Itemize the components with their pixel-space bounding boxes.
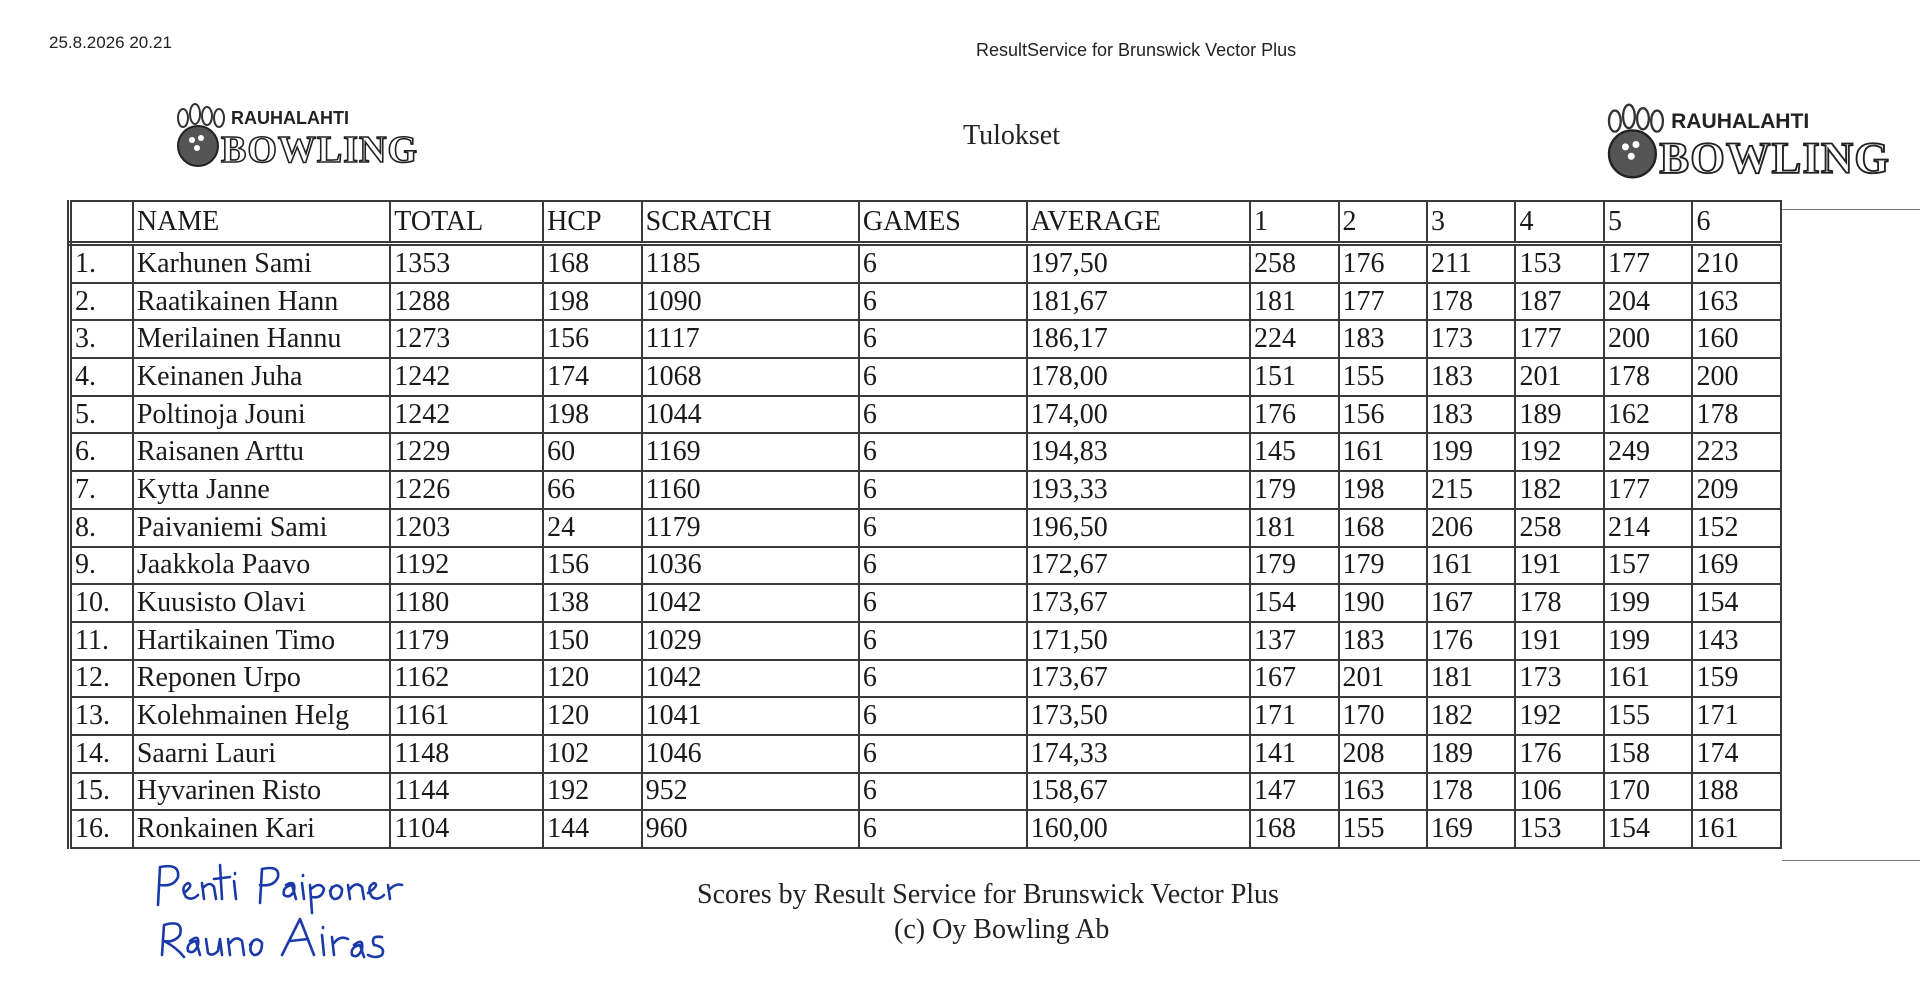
table-cell: 9.: [70, 547, 133, 585]
table-cell: 158: [1604, 735, 1692, 773]
table-cell: 1117: [642, 320, 859, 358]
table-cell: 181: [1250, 509, 1338, 547]
table-row: [70, 433, 1782, 471]
table-cell: 6: [859, 735, 1027, 773]
table-cell: 177: [1604, 244, 1692, 283]
bowling-pins-icon: [178, 104, 224, 127]
table-cell: 176: [1427, 622, 1515, 660]
table-row: [70, 810, 1782, 848]
table-cell: 169: [1692, 547, 1781, 585]
table-cell: 158,67: [1027, 773, 1250, 811]
table-cell: 1162: [390, 660, 543, 698]
table-cell: Ronkainen Kari: [133, 810, 390, 848]
table-cell: 176: [1250, 396, 1338, 434]
table-cell: 1044: [642, 396, 859, 434]
table-cell: 102: [543, 735, 642, 773]
rauhalahti-bowling-logo-left: [173, 100, 428, 170]
print-datetime: 25.8.2026 20.21: [49, 33, 172, 52]
table-row: [70, 773, 1782, 811]
table-cell: 189: [1515, 396, 1603, 434]
table-cell: 200: [1604, 320, 1692, 358]
table-cell: 7.: [70, 471, 133, 509]
table-cell: 151: [1250, 358, 1338, 396]
table-cell: Raisanen Arttu: [133, 433, 390, 471]
table-cell: 208: [1339, 735, 1427, 773]
table-cell: 16.: [70, 810, 133, 848]
table-cell: 154: [1250, 584, 1338, 622]
table-cell: 1161: [390, 697, 543, 735]
table-cell: 173: [1515, 660, 1603, 698]
table-cell: 137: [1250, 622, 1338, 660]
table-cell: 201: [1339, 660, 1427, 698]
table-cell: 183: [1427, 358, 1515, 396]
logo-line2: BOWLING: [221, 129, 419, 170]
table-cell: 177: [1604, 471, 1692, 509]
table-cell: 24: [543, 509, 642, 547]
table-cell: 194,83: [1027, 433, 1250, 471]
table-cell: 960: [642, 810, 859, 848]
column-header: AVERAGE: [1027, 201, 1250, 244]
table-cell: 141: [1250, 735, 1338, 773]
table-cell: 6: [859, 283, 1027, 321]
page-rule-bottom: [1782, 860, 1920, 861]
table-cell: 173,50: [1027, 697, 1250, 735]
footer-credit: Scores by Result Service for Brunswick Vector Plus: [697, 879, 1279, 910]
table-cell: Kolehmainen Helg: [133, 697, 390, 735]
table-cell: 171: [1692, 697, 1781, 735]
table-cell: 3.: [70, 320, 133, 358]
table-cell: 177: [1339, 283, 1427, 321]
table-row: [70, 509, 1782, 547]
table-cell: 6: [859, 244, 1027, 283]
table-cell: 210: [1692, 244, 1781, 283]
table-cell: 1226: [390, 471, 543, 509]
table-cell: Karhunen Sami: [133, 244, 390, 283]
table-cell: 11.: [70, 622, 133, 660]
table-cell: 12.: [70, 660, 133, 698]
table-row: [70, 283, 1782, 321]
table-cell: 181: [1250, 283, 1338, 321]
table-cell: 1192: [390, 547, 543, 585]
bowling-pins-icon: [1609, 105, 1663, 132]
table-cell: 183: [1339, 320, 1427, 358]
table-cell: 160,00: [1027, 810, 1250, 848]
page-rule-top: [1782, 209, 1920, 210]
column-header: 5: [1604, 201, 1692, 244]
column-header: 1: [1250, 201, 1338, 244]
table-cell: Reponen Urpo: [133, 660, 390, 698]
table-cell: 200: [1692, 358, 1781, 396]
table-cell: 1068: [642, 358, 859, 396]
table-cell: 156: [543, 547, 642, 585]
table-cell: 168: [543, 244, 642, 283]
table-cell: 4.: [70, 358, 133, 396]
table-cell: 145: [1250, 433, 1338, 471]
table-cell: 181,67: [1027, 283, 1250, 321]
table-cell: 156: [543, 320, 642, 358]
table-cell: 6.: [70, 433, 133, 471]
table-row: [70, 622, 1782, 660]
table-cell: 189: [1427, 735, 1515, 773]
table-cell: Kuusisto Olavi: [133, 584, 390, 622]
table-cell: 178: [1427, 773, 1515, 811]
table-cell: 1160: [642, 471, 859, 509]
table-cell: 1041: [642, 697, 859, 735]
table-cell: 156: [1339, 396, 1427, 434]
table-cell: 192: [1515, 697, 1603, 735]
table-cell: 13.: [70, 697, 133, 735]
rauhalahti-bowling-logo-right: [1595, 100, 1910, 182]
table-cell: 952: [642, 773, 859, 811]
table-cell: 174,00: [1027, 396, 1250, 434]
table-cell: 14.: [70, 735, 133, 773]
table-cell: 193,33: [1027, 471, 1250, 509]
table-cell: 177: [1515, 320, 1603, 358]
table-cell: 170: [1604, 773, 1692, 811]
table-row: [70, 396, 1782, 434]
table-cell: 1353: [390, 244, 543, 283]
table-cell: 6: [859, 584, 1027, 622]
table-cell: 224: [1250, 320, 1338, 358]
table-cell: 157: [1604, 547, 1692, 585]
table-cell: 6: [859, 622, 1027, 660]
table-row: [70, 358, 1782, 396]
table-cell: 161: [1339, 433, 1427, 471]
table-cell: 182: [1515, 471, 1603, 509]
table-cell: Jaakkola Paavo: [133, 547, 390, 585]
table-cell: 198: [543, 396, 642, 434]
table-cell: 6: [859, 396, 1027, 434]
table-cell: 198: [543, 283, 642, 321]
table-cell: 162: [1604, 396, 1692, 434]
table-cell: 178: [1515, 584, 1603, 622]
table-row: [70, 471, 1782, 509]
table-cell: 223: [1692, 433, 1781, 471]
table-row: [70, 244, 1782, 283]
column-header: 3: [1427, 201, 1515, 244]
table-cell: 186,17: [1027, 320, 1250, 358]
table-cell: 168: [1339, 509, 1427, 547]
table-cell: 10.: [70, 584, 133, 622]
table-cell: 199: [1604, 622, 1692, 660]
table-cell: 249: [1604, 433, 1692, 471]
column-header: SCRATCH: [642, 201, 859, 244]
table-cell: 1169: [642, 433, 859, 471]
table-cell: 2.: [70, 283, 133, 321]
column-header: 6: [1692, 201, 1781, 244]
table-cell: 198: [1339, 471, 1427, 509]
table-cell: Poltinoja Jouni: [133, 396, 390, 434]
table-cell: 183: [1339, 622, 1427, 660]
column-header: TOTAL: [390, 201, 543, 244]
table-row: [70, 320, 1782, 358]
table-cell: 169: [1427, 810, 1515, 848]
table-cell: Paivaniemi Sami: [133, 509, 390, 547]
column-header: HCP: [543, 201, 642, 244]
table-cell: 258: [1250, 244, 1338, 283]
logo-line1: RAUHALAHTI: [1671, 110, 1810, 134]
table-cell: 170: [1339, 697, 1427, 735]
table-cell: 173,67: [1027, 584, 1250, 622]
handwritten-signature: [150, 855, 430, 965]
table-cell: 199: [1427, 433, 1515, 471]
table-cell: 6: [859, 433, 1027, 471]
table-cell: 196,50: [1027, 509, 1250, 547]
column-header: NAME: [133, 201, 390, 244]
table-cell: 6: [859, 320, 1027, 358]
table-cell: 5.: [70, 396, 133, 434]
table-cell: 1179: [642, 509, 859, 547]
table-cell: Hyvarinen Risto: [133, 773, 390, 811]
table-cell: 1029: [642, 622, 859, 660]
table-cell: 1180: [390, 584, 543, 622]
table-cell: 161: [1427, 547, 1515, 585]
table-cell: 120: [543, 660, 642, 698]
table-cell: 161: [1604, 660, 1692, 698]
table-row: [70, 697, 1782, 735]
table-cell: 178: [1427, 283, 1515, 321]
table-cell: 1242: [390, 358, 543, 396]
table-cell: 106: [1515, 773, 1603, 811]
table-cell: 60: [543, 433, 642, 471]
results-table: [67, 200, 1782, 849]
table-cell: 181: [1427, 660, 1515, 698]
table-cell: 1148: [390, 735, 543, 773]
logo-line2: BOWLING: [1659, 132, 1891, 182]
table-cell: 159: [1692, 660, 1781, 698]
table-cell: 6: [859, 660, 1027, 698]
table-cell: 173,67: [1027, 660, 1250, 698]
table-cell: 143: [1692, 622, 1781, 660]
table-cell: 1144: [390, 773, 543, 811]
table-cell: 120: [543, 697, 642, 735]
table-cell: 153: [1515, 244, 1603, 283]
table-cell: 182: [1427, 697, 1515, 735]
table-cell: 204: [1604, 283, 1692, 321]
table-cell: 176: [1515, 735, 1603, 773]
table-cell: 168: [1250, 810, 1338, 848]
table-cell: 191: [1515, 622, 1603, 660]
report-header-title: ResultService for Brunswick Vector Plus: [976, 40, 1297, 60]
table-cell: 191: [1515, 547, 1603, 585]
column-header: 2: [1339, 201, 1427, 244]
table-row: [70, 735, 1782, 773]
table-cell: 1179: [390, 622, 543, 660]
table-cell: 190: [1339, 584, 1427, 622]
table-cell: 1229: [390, 433, 543, 471]
table-cell: 179: [1339, 547, 1427, 585]
table-cell: 1046: [642, 735, 859, 773]
table-cell: 211: [1427, 244, 1515, 283]
table-cell: 197,50: [1027, 244, 1250, 283]
table-cell: 154: [1604, 810, 1692, 848]
table-cell: 215: [1427, 471, 1515, 509]
table-cell: 1042: [642, 584, 859, 622]
table-cell: 6: [859, 773, 1027, 811]
table-cell: Kytta Janne: [133, 471, 390, 509]
table-cell: 206: [1427, 509, 1515, 547]
logo-line1: RAUHALAHTI: [231, 108, 349, 128]
table-cell: 1.: [70, 244, 133, 283]
table-cell: 1185: [642, 244, 859, 283]
page-heading: Tulokset: [963, 120, 1061, 151]
table-cell: 155: [1604, 697, 1692, 735]
table-cell: 163: [1692, 283, 1781, 321]
table-cell: Merilainen Hannu: [133, 320, 390, 358]
table-cell: 192: [543, 773, 642, 811]
table-cell: 155: [1339, 358, 1427, 396]
column-header: GAMES: [859, 201, 1027, 244]
table-cell: Saarni Lauri: [133, 735, 390, 773]
table-row: [70, 660, 1782, 698]
table-cell: 161: [1692, 810, 1781, 848]
table-cell: 188: [1692, 773, 1781, 811]
table-cell: 179: [1250, 471, 1338, 509]
table-cell: Keinanen Juha: [133, 358, 390, 396]
table-cell: 178: [1604, 358, 1692, 396]
table-cell: 174: [543, 358, 642, 396]
table-cell: 174,33: [1027, 735, 1250, 773]
table-cell: 150: [543, 622, 642, 660]
table-cell: 144: [543, 810, 642, 848]
table-cell: 138: [543, 584, 642, 622]
table-cell: 171,50: [1027, 622, 1250, 660]
table-cell: 1036: [642, 547, 859, 585]
table-cell: 147: [1250, 773, 1338, 811]
table-cell: 167: [1250, 660, 1338, 698]
table-cell: 6: [859, 471, 1027, 509]
table-cell: 6: [859, 810, 1027, 848]
table-cell: 187: [1515, 283, 1603, 321]
table-cell: 1203: [390, 509, 543, 547]
table-cell: 1104: [390, 810, 543, 848]
table-row: [70, 584, 1782, 622]
table-cell: 258: [1515, 509, 1603, 547]
table-cell: 1042: [642, 660, 859, 698]
table-header-row: [70, 201, 1782, 244]
table-cell: 152: [1692, 509, 1781, 547]
table-cell: 155: [1339, 810, 1427, 848]
table-cell: Hartikainen Timo: [133, 622, 390, 660]
table-cell: 66: [543, 471, 642, 509]
table-cell: 178,00: [1027, 358, 1250, 396]
table-cell: 174: [1692, 735, 1781, 773]
table-cell: 154: [1692, 584, 1781, 622]
table-cell: 1090: [642, 283, 859, 321]
table-cell: Raatikainen Hann: [133, 283, 390, 321]
table-cell: 163: [1339, 773, 1427, 811]
table-cell: 173: [1427, 320, 1515, 358]
table-cell: 6: [859, 358, 1027, 396]
table-cell: 171: [1250, 697, 1338, 735]
table-row: [70, 547, 1782, 585]
table-cell: 1273: [390, 320, 543, 358]
table-cell: 15.: [70, 773, 133, 811]
table-cell: 1288: [390, 283, 543, 321]
table-cell: 167: [1427, 584, 1515, 622]
table-cell: 209: [1692, 471, 1781, 509]
table-cell: 1242: [390, 396, 543, 434]
table-cell: 160: [1692, 320, 1781, 358]
table-cell: 6: [859, 697, 1027, 735]
footer-copyright: (c) Oy Bowling Ab: [894, 914, 1110, 945]
column-header: [70, 201, 133, 244]
table-cell: 8.: [70, 509, 133, 547]
table-cell: 201: [1515, 358, 1603, 396]
table-cell: 153: [1515, 810, 1603, 848]
table-cell: 179: [1250, 547, 1338, 585]
table-cell: 6: [859, 547, 1027, 585]
column-header: 4: [1515, 201, 1603, 244]
table-cell: 176: [1339, 244, 1427, 283]
table-cell: 199: [1604, 584, 1692, 622]
table-cell: 183: [1427, 396, 1515, 434]
table-cell: 214: [1604, 509, 1692, 547]
table-cell: 172,67: [1027, 547, 1250, 585]
table-cell: 192: [1515, 433, 1603, 471]
table-cell: 6: [859, 509, 1027, 547]
table-cell: 178: [1692, 396, 1781, 434]
